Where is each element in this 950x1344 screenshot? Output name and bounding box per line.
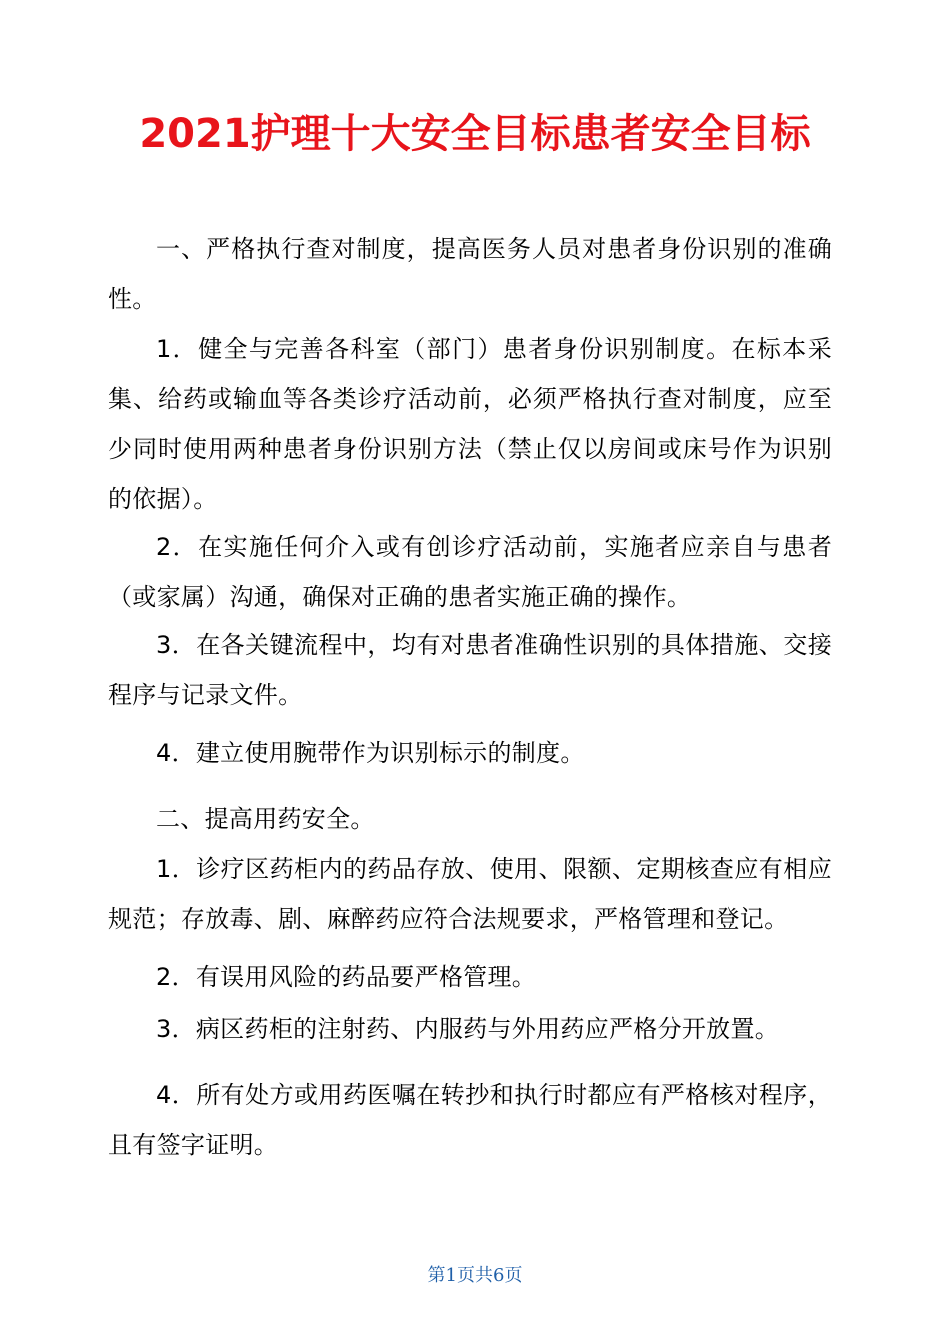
paragraph-item-1-4: 4．建立使用腕带作为识别标示的制度。 bbox=[156, 739, 585, 767]
paragraph-item-2-2: 2．有误用风险的药品要严格管理。 bbox=[156, 963, 537, 991]
paragraph-item-2-4: 4．所有处方或用药医嘱在转抄和执行时都应有严格核对程序，且有签字证明。 bbox=[108, 1081, 832, 1159]
page-number-footer: 第1页共6页 bbox=[427, 1265, 523, 1286]
paragraph-section-1-heading: 一、严格执行查对制度，提高医务人员对患者身份识别的准确性。 bbox=[108, 235, 832, 313]
paragraph-item-2-3: 3．病区药柜的注射药、内服药与外用药应严格分开放置。 bbox=[156, 1015, 780, 1043]
paragraph-item-1-2: 2．在实施任何介入或有创诊疗活动前，实施者应亲自与患者（或家属）沟通，确保对正确的患者实施正确的操作。 bbox=[108, 533, 832, 611]
document-title: 2021护理十大安全目标患者安全目标 bbox=[139, 111, 811, 157]
paragraph-item-2-1: 1．诊疗区药柜内的药品存放、使用、限额、定期核查应有相应规范；存放毒、剧、麻醉药应符合法规要求，严格管理和登记。 bbox=[108, 855, 832, 933]
paragraph-item-1-3: 3．在各关键流程中，均有对患者准确性识别的具体措施、交接程序与记录文件。 bbox=[108, 631, 832, 709]
paragraph-item-1-1: 1．健全与完善各科室（部门）患者身份识别制度。在标本采集、给药或输血等各类诊疗活动前，必须严格执行查对制度，应至少同时使用两种患者身份识别方法（禁止仅以房间或床号作为识别的依据）。 bbox=[108, 335, 832, 513]
paragraph-section-2-heading: 二、提高用药安全。 bbox=[156, 805, 375, 833]
